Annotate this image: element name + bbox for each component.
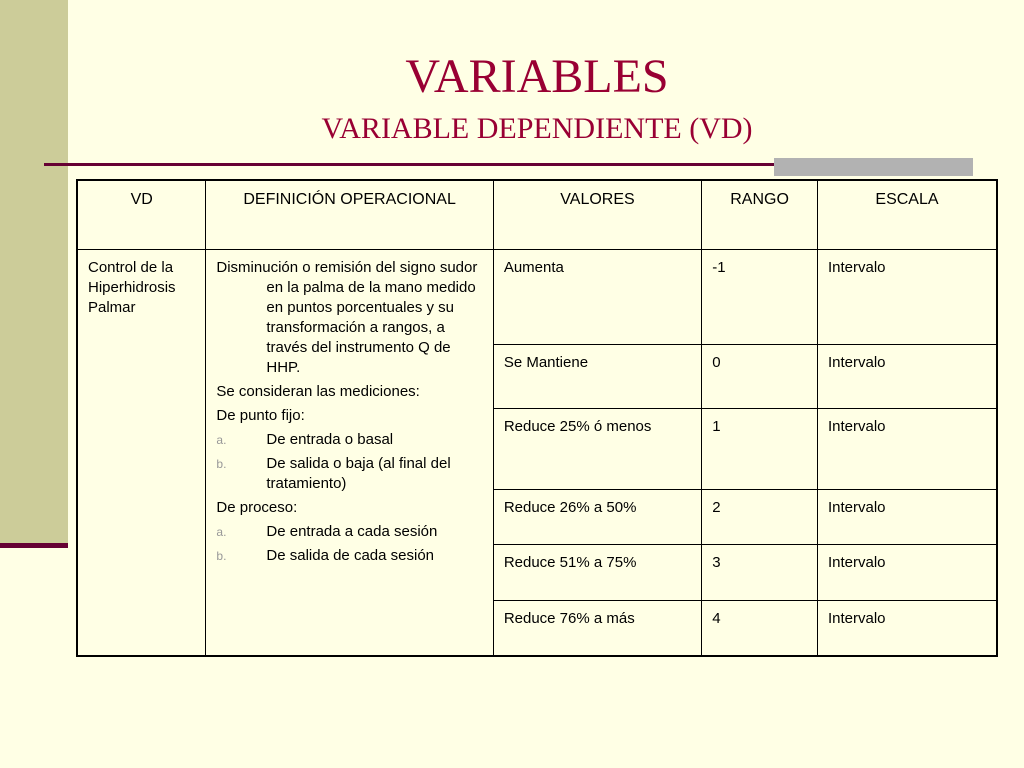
valor-cell: Reduce 25% ó menos (493, 408, 701, 489)
slide-subtitle: VARIABLE DEPENDIENTE (VD) (321, 112, 753, 145)
rango-cell: -1 (702, 249, 818, 344)
slide-title: VARIABLES (405, 50, 669, 103)
header-vd: VD (77, 180, 206, 249)
title-gray-bar (774, 158, 973, 176)
valor-cell: Reduce 76% a más (493, 600, 701, 656)
list-item (216, 430, 482, 450)
table-header-row (77, 180, 997, 249)
definition-considered: Se consideran las mediciones: (216, 382, 420, 400)
escala-cell: Intervalo (817, 344, 997, 408)
escala-cell: Intervalo (817, 600, 997, 656)
valor-cell: Se Mantiene (493, 344, 701, 408)
title-divider (44, 163, 774, 166)
list-item-text: De entrada o basal (266, 430, 394, 448)
list-marker: a. (216, 524, 227, 539)
escala-cell: Intervalo (817, 249, 997, 344)
table-row (77, 249, 997, 344)
definition-cell (206, 249, 493, 656)
list-item-text: De salida o baja (al final del tratamiento) (266, 454, 451, 492)
header-rango: RANGO (702, 180, 818, 249)
list-item-text: De entrada a cada sesión (266, 522, 438, 540)
escala-cell: Intervalo (817, 489, 997, 544)
rango-cell: 1 (702, 408, 818, 489)
header-escala: ESCALA (817, 180, 997, 249)
list-item (216, 546, 482, 566)
valor-cell: Reduce 26% a 50% (493, 489, 701, 544)
rango-cell: 4 (702, 600, 818, 656)
header-valores: VALORES (493, 180, 701, 249)
rango-cell: 3 (702, 544, 818, 600)
rango-cell: 2 (702, 489, 818, 544)
definition-process: De proceso: (216, 498, 298, 516)
definition-fixed-point: De punto fijo: (216, 406, 305, 424)
valor-cell: Aumenta (493, 249, 701, 344)
list-item-text: De salida de cada sesión (266, 546, 434, 564)
list-marker: b. (216, 548, 227, 563)
list-item (216, 522, 482, 542)
escala-cell: Intervalo (817, 408, 997, 489)
list-marker: b. (216, 456, 227, 471)
escala-cell: Intervalo (817, 544, 997, 600)
variables-table (76, 179, 998, 657)
list-item (216, 454, 482, 494)
vd-name-cell: Control de la Hiperhidrosis Palmar (77, 249, 206, 656)
list-marker: a. (216, 432, 227, 447)
rango-cell: 0 (702, 344, 818, 408)
side-accent-line (0, 543, 68, 548)
header-definicion: DEFINICIÓN OPERACIONAL (206, 180, 493, 249)
side-band (0, 0, 68, 546)
definition-main-text: Disminución o remisión del signo sudor en la palma de la mano medido en puntos porcentuales y su transformación a rangos, a través del instrumento Q de HHP. (216, 258, 478, 376)
valor-cell: Reduce 51% a 75% (493, 544, 701, 600)
